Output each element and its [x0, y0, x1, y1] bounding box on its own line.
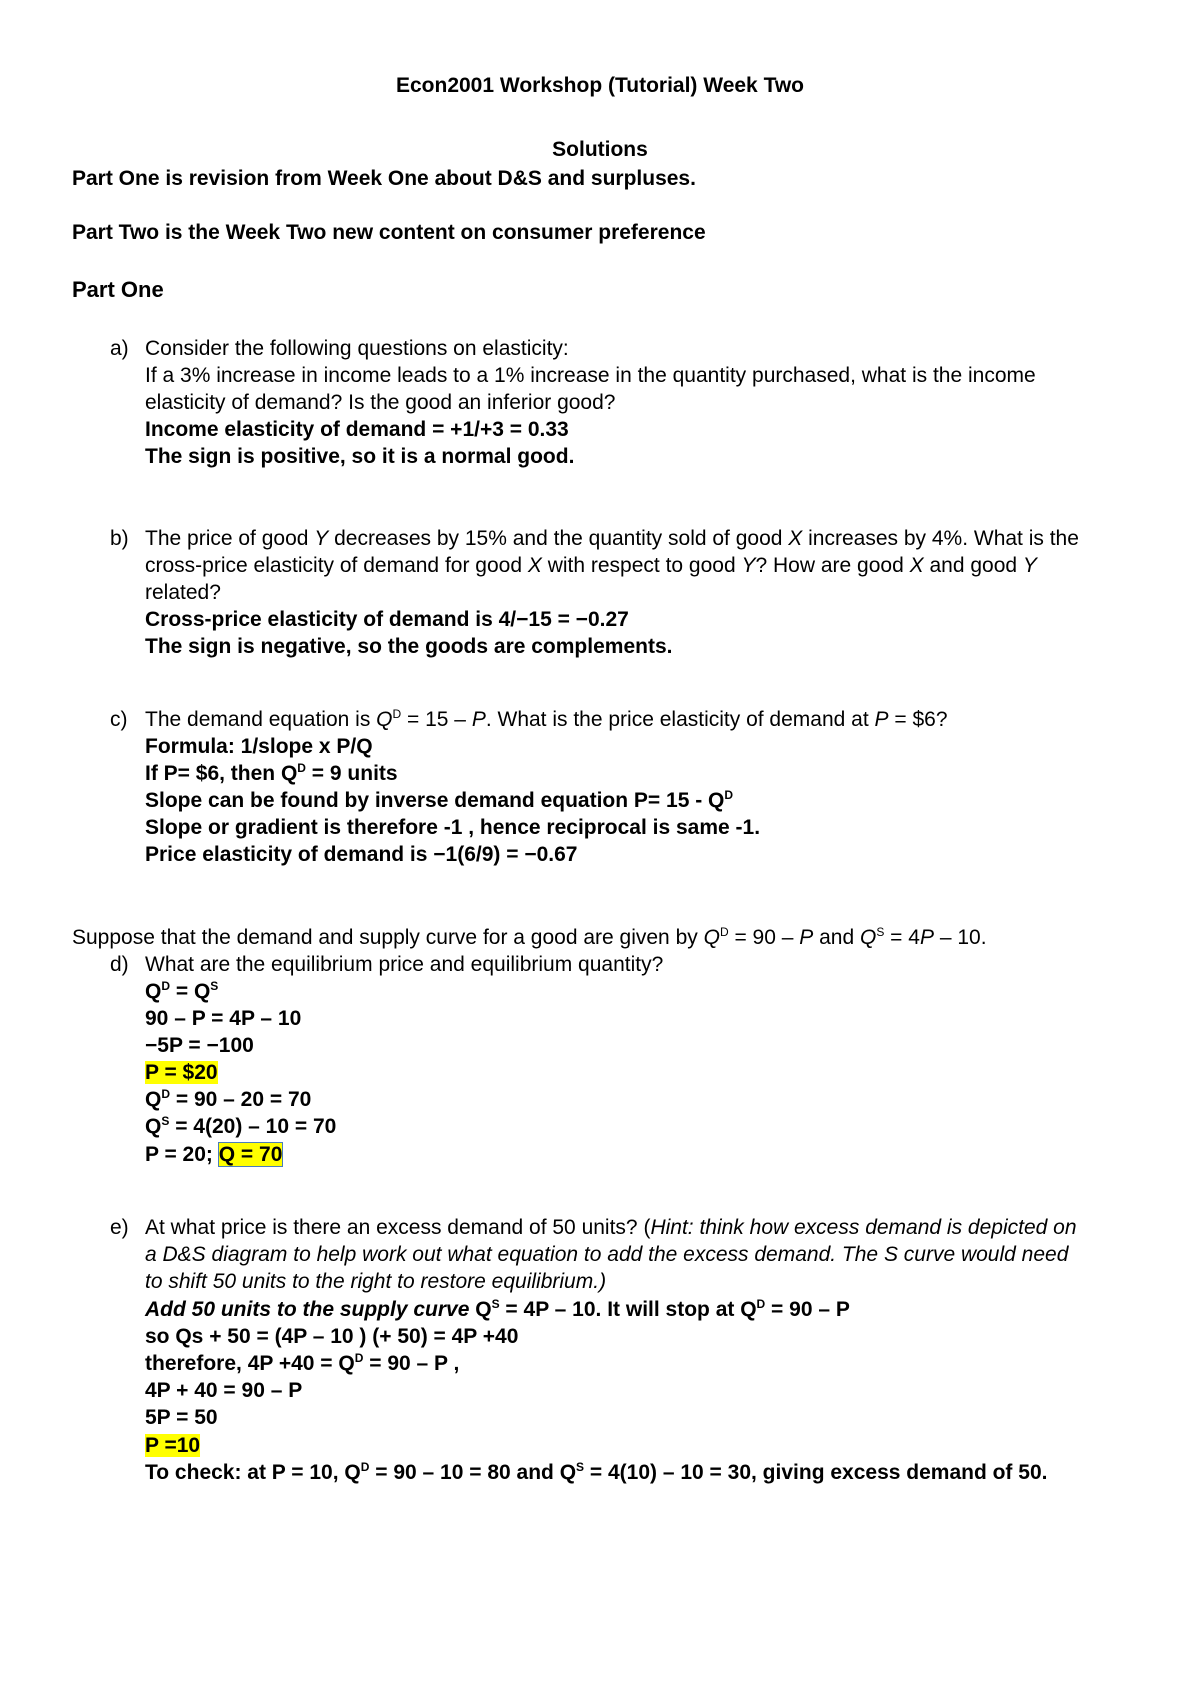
question-b-label: b)	[110, 527, 129, 550]
question-d-label: d)	[110, 953, 129, 976]
answer-c-line-4: Slope or gradient is therefore -1 , hence reciprocal is same -1.	[145, 816, 761, 839]
intro-line-2: Part Two is the Week Two new content on consumer preference	[72, 221, 706, 244]
answer-c-line-5: Price elasticity of demand is −1(6/9) = −0.67	[145, 843, 578, 866]
answer-b-line-1: Cross-price elasticity of demand is 4/−15 = −0.27	[145, 608, 629, 631]
intro-line-1: Part One is revision from Week One about D&S and surpluses.	[72, 167, 696, 190]
question-b-line-2: cross-price elasticity of demand for good X with respect to good Y? How are good X and good Y	[145, 554, 1037, 577]
answer-d-line-2: 90 – P = 4P – 10	[145, 1007, 302, 1030]
answer-d-line-7: P = 20; Q = 70	[145, 1143, 283, 1166]
question-e-line-2: a D&S diagram to help work out what equation to add the excess demand. The S curve would need	[145, 1243, 1069, 1266]
answer-d-line-5: $Q^D = 90 - 20 = 70$	[145, 1087, 312, 1111]
answer-e-line-5: 5P = 50	[145, 1406, 218, 1429]
answer-d-line-1: $Q^D = Q^S$	[145, 979, 219, 1003]
answer-e-line-4: 4P + 40 = 90 – P	[145, 1379, 303, 1402]
answer-e-line-2: so Qs + 50 = (4P – 10 ) (+ 50) = 4P +40	[145, 1325, 519, 1348]
answer-e-line-1: Add 50 units to the supply curve $Q^S = 4P - 10$. It will stop at $Q^D = 90 - P$	[145, 1297, 850, 1321]
answer-d-line-4	[145, 1062, 218, 1083]
question-c-line-1: The demand equation is $Q^D = 15 - P$. What is the price elasticity of demand at P = $6?	[145, 707, 948, 731]
answer-c-line-3: Slope can be found by inverse demand equation $P= 15 - Q^D$	[145, 788, 734, 812]
question-b-line-1: The price of good Y decreases by 15% and the quantity sold of good X increases by 4%. What is the	[145, 527, 1079, 550]
document-subtitle: Solutions	[552, 138, 648, 161]
answer-c-line-1: Formula: 1/slope x P/Q	[145, 735, 373, 758]
answer-a-line-1: Income elasticity of demand = +1/+3 = 0.33	[145, 418, 569, 441]
answer-d-line-6: $Q^S = 4(20) - 10 = 70$	[145, 1114, 337, 1138]
answer-e-line-6	[145, 1435, 200, 1456]
highlight-excess-demand-price: P =10	[145, 1434, 201, 1457]
supply-demand-intro: Suppose that the demand and supply curve for a good are given by $Q^D = 90 - P$ and $Q^S = 4P - 10$.	[72, 925, 987, 949]
highlight-equilibrium-quantity: Q = 70	[218, 1143, 283, 1166]
question-a-label: a)	[110, 337, 129, 360]
question-a-line-3: elasticity of demand? Is the good an inferior good?	[145, 391, 616, 414]
document-title: Econ2001 Workshop (Tutorial) Week Two	[395, 74, 804, 97]
question-c-label: c)	[110, 708, 128, 731]
part-one-heading: Part One	[72, 277, 164, 302]
answer-a-line-2: The sign is positive, so it is a normal good.	[145, 445, 575, 468]
highlight-equilibrium-price: P = $20	[145, 1061, 218, 1084]
answer-d-line-3: −5P = −100	[145, 1034, 254, 1057]
answer-b-line-2: The sign is negative, so the goods are complements.	[145, 635, 673, 658]
answer-e-line-7: To check: at P = 10, $Q^D = 90 - 10 = 80$ and $Q^S = 4(10) - 10 = 30$, giving excess demand of 50.	[145, 1460, 1048, 1484]
answer-e-line-3: therefore, $4P +40 = Q^D = 90 - P$ ,	[145, 1351, 460, 1375]
question-a-line-1: Consider the following questions on elasticity:	[145, 337, 569, 360]
question-b-line-3: related?	[145, 581, 221, 604]
question-d-line-1: What are the equilibrium price and equilibrium quantity?	[145, 953, 664, 976]
question-e-line-3: to shift 50 units to the right to restore equilibrium.)	[145, 1270, 607, 1293]
question-e-line-1: At what price is there an excess demand of 50 units? (Hint: think how excess demand is depicted on	[145, 1216, 1077, 1239]
question-a-line-2: If a 3% increase in income leads to a 1% increase in the quantity purchased, what is the income	[145, 364, 1036, 387]
answer-c-line-2: If P= $6, then $Q^D = 9$ units	[145, 761, 398, 785]
question-e-label: e)	[110, 1216, 129, 1239]
